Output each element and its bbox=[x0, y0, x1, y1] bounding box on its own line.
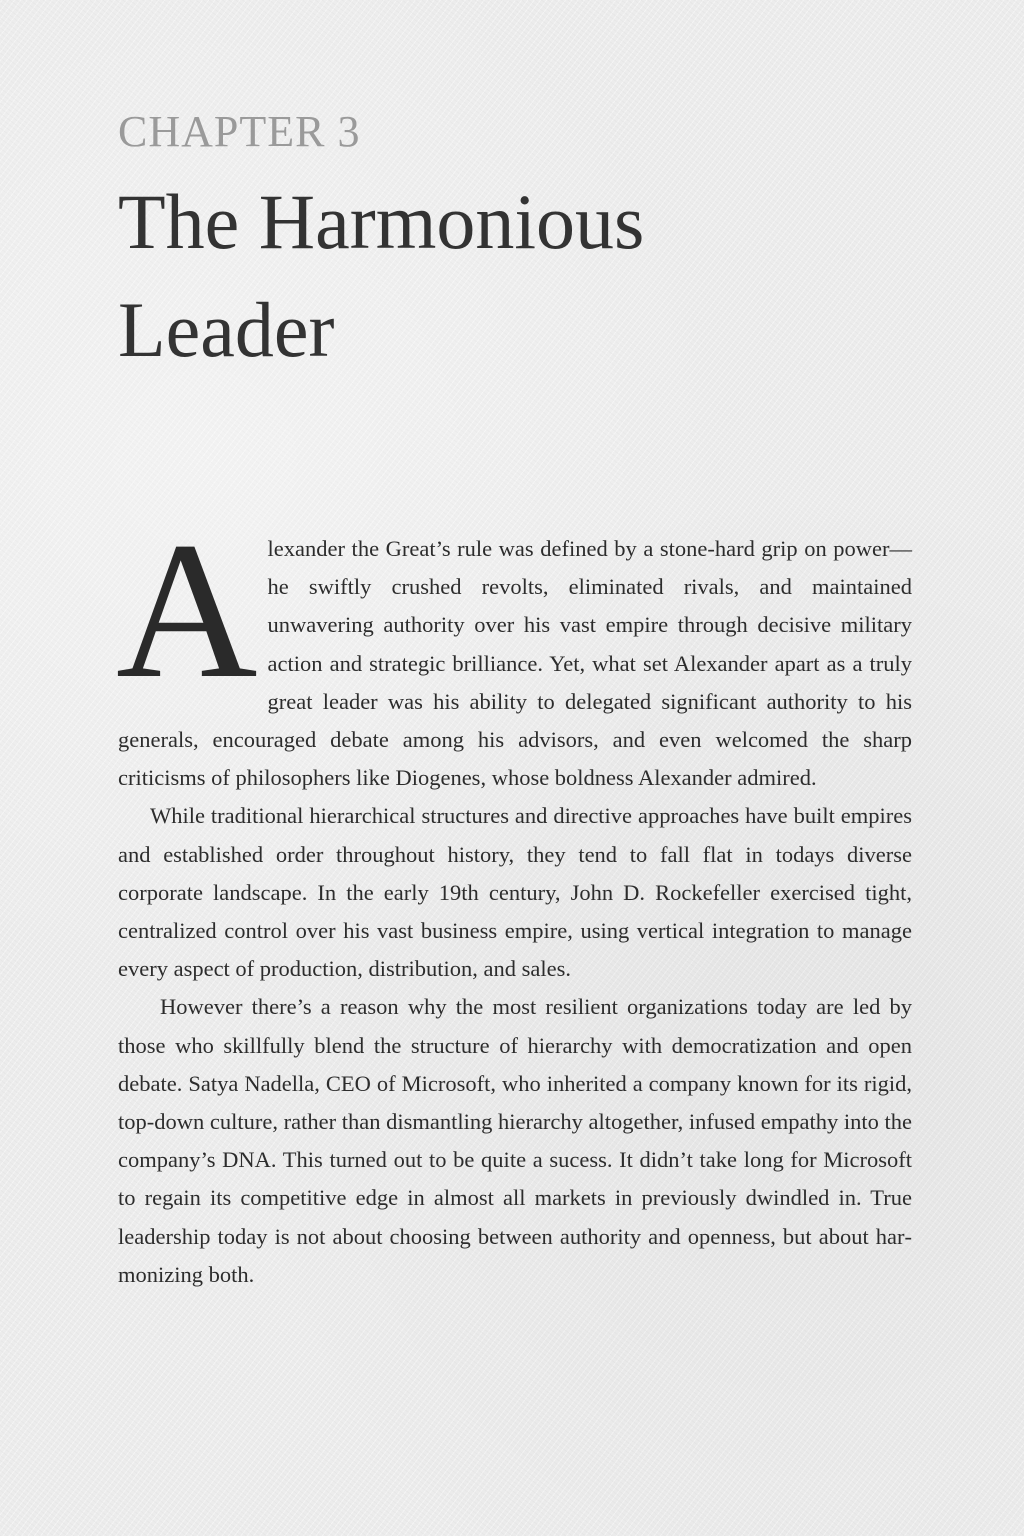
chapter-title-line-1: The Harmonious bbox=[118, 178, 645, 265]
paragraph-2: While traditional hierarchical structures and directive approaches have built empires and established order throughout history, they tend to fall flat in todays diverse corporate landscape. In the early 19th century, John D. Rockefeller exercised tight, centralized control over his vast business empire, using vertical integration to manage every aspect of production, distribution, and sales. bbox=[118, 803, 912, 982]
drop-cap: A bbox=[116, 502, 258, 719]
paragraph-1-text: lexander the Great’s rule was defined by a stone-hard grip on power—he swiftly crushed revolts, eliminated rivals, and maintained unwavering authority over his vast empire through decisive military action and strategic brilliance. Yet, what set Alexander apart as a truly great leader was his ability to delegated significant authority to his generals, encouraged debate among his advisors, and even welcomed the sharp criticisms of philosophers like Diogenes, whose boldness Alexander admired. bbox=[118, 536, 912, 791]
chapter-title-line-2: Leader bbox=[118, 286, 335, 373]
paragraph-3: However there’s a reason why the most resilient organizations today are led by those who skillfully blend the structure of hierarchy with democratization and open debate. Satya Nadella, CEO of Microsoft, who inherited a company known for its rigid, top-down culture, rather than dismantling hierarchy altogether, infused empathy into the company’s DNA. This turned out to be quite a sucess. It didn’t take long for Microsoft to regain its competitive edge in almost all markets in previously dwindled in. True leadership today is not about choosing between authority and openness, but about harmonizing both. bbox=[118, 994, 912, 1287]
paragraph-1 bbox=[116, 502, 912, 797]
chapter-body bbox=[116, 502, 912, 1294]
chapter-label: CHAPTER 3 bbox=[118, 107, 361, 156]
chapter-title bbox=[118, 168, 918, 384]
